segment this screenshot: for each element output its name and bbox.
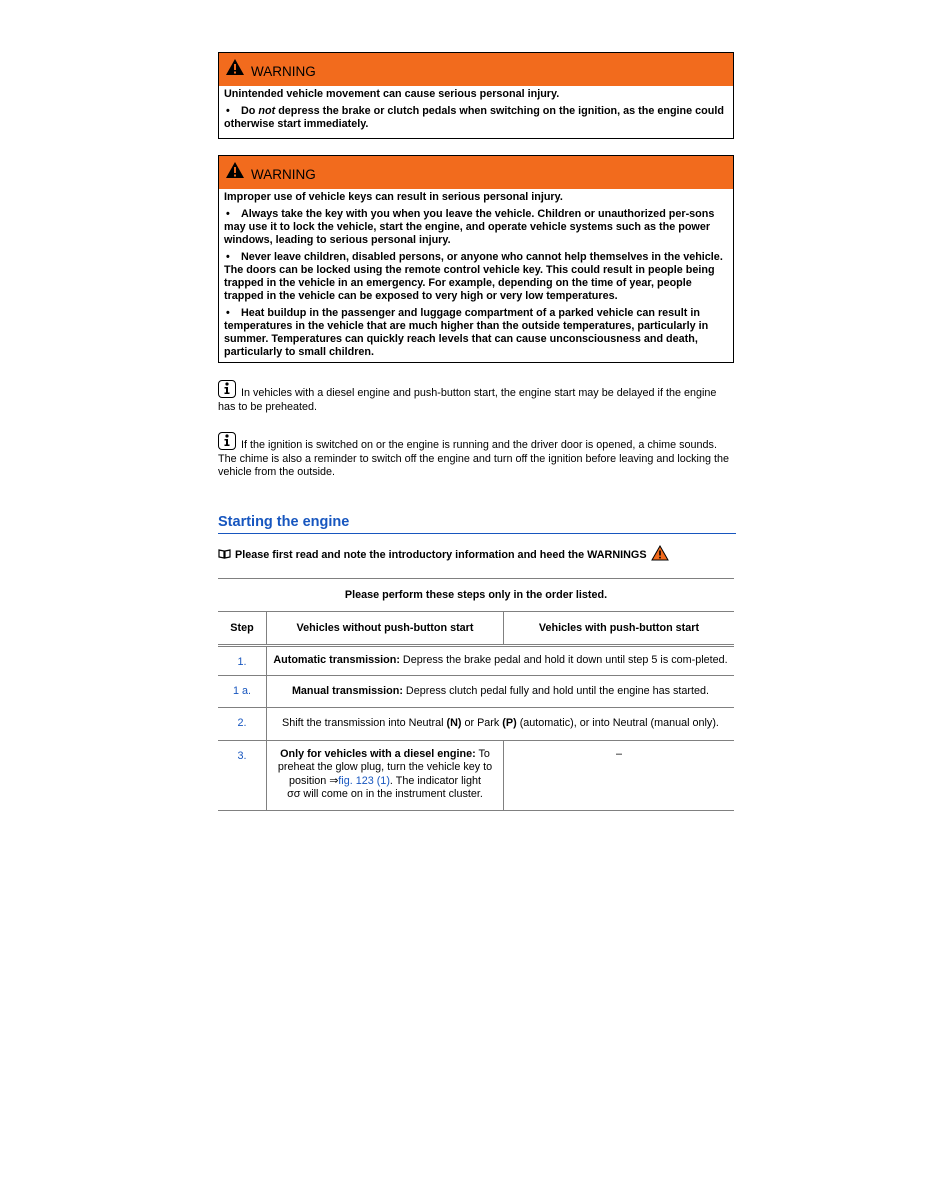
info-icon (218, 432, 236, 450)
table-row (218, 646, 734, 676)
warning-triangle-icon (225, 58, 245, 81)
warning-body (219, 189, 733, 362)
book-icon (218, 548, 231, 562)
warning-bullet: • Never leave children, disabled persons, or anyone who cannot help themselves in the vehicle. The doors can be locked using the remote control vehicle key. This could result in people being trapped in the vehicle in an emergency. For example, depending on the time of year, people trapped in the vehicle can be exposed to very high or very low temperatures. (224, 251, 728, 303)
step-number: 3. (218, 740, 267, 810)
glow-plug-indicator-icon: σσ (287, 788, 301, 800)
step-description-push-button: – (504, 740, 735, 810)
warning-triangle-icon (225, 161, 245, 184)
step-description: Only for vehicles with a diesel engine: To preheat the glow plug, turn the vehicle key to position ⇒fig. 123 (1). The indicator light σσ will come on in the instrument cluster. (267, 740, 504, 810)
warning-header (219, 156, 733, 189)
warning-header (219, 53, 733, 86)
intro-text: Please first read and note the introductory information and heed the WARNINGS (235, 548, 647, 561)
column-header: Vehicles without push-button start (267, 612, 504, 646)
warning-body (219, 86, 733, 138)
warning-title: WARNING (251, 63, 316, 79)
info-note: If the ignition is switched on or the engine is running and the driver door is opened, a chime sounds. The chime is also a reminder to switch off the engine and turn off the ignition before leaving and locking the vehicle from the outside. (218, 432, 734, 480)
table-header-row (218, 612, 734, 646)
warning-lead: Improper use of vehicle keys can result in serious personal injury. (224, 191, 563, 203)
warning-bullet: • Do not depress the brake or clutch pedals when switching on the ignition, as the engine could otherwise start immediately. (224, 105, 728, 131)
info-icon (218, 380, 236, 398)
section-title: Starting the engine (218, 514, 736, 534)
step-number: 2. (218, 708, 267, 741)
step-description: Manual transmission: Depress clutch pedal fully and hold until the engine has started. (267, 675, 735, 708)
warning-box-vehicle-keys (218, 155, 734, 363)
warning-triangle-icon (651, 545, 669, 564)
table-row (218, 740, 734, 810)
warning-title: WARNING (251, 166, 316, 182)
intro-line (218, 545, 669, 564)
step-number: 1 a. (218, 675, 267, 708)
table-caption: Please perform these steps only in the order listed. (218, 579, 734, 612)
step-description: Automatic transmission: Depress the brake pedal and hold it down until step 5 is com-pleted. (267, 646, 735, 676)
info-note: In vehicles with a diesel engine and push-button start, the engine start may be delayed if the engine has to be preheated. (218, 380, 734, 414)
steps-table (218, 578, 734, 811)
table-row (218, 708, 734, 741)
column-header: Step (218, 612, 267, 646)
step-description: Shift the transmission into Neutral (N) or Park (P) (automatic), or into Neutral (manual only). (267, 708, 735, 741)
column-header: Vehicles with push-button start (504, 612, 735, 646)
warning-bullet: • Always take the key with you when you leave the vehicle. Children or unauthorized per-sons may use it to lock the vehicle, start the engine, and operate vehicle systems such as the power windows, leading to serious personal injury. (224, 208, 728, 247)
figure-link[interactable]: fig. 123 (1) (338, 774, 390, 787)
warning-lead: Unintended vehicle movement can cause serious personal injury. (224, 88, 560, 100)
step-number: 1. (218, 646, 267, 676)
table-row (218, 675, 734, 708)
warning-box-vehicle-movement (218, 52, 734, 139)
warning-bullet: • Heat buildup in the passenger and luggage compartment of a parked vehicle can result in temperatures in the vehicle that are much higher than the outside temperatures, particularly in summer. Temperatures can quickly reach levels that can cause unconsciousness and death, particularly to small children. (224, 307, 728, 359)
